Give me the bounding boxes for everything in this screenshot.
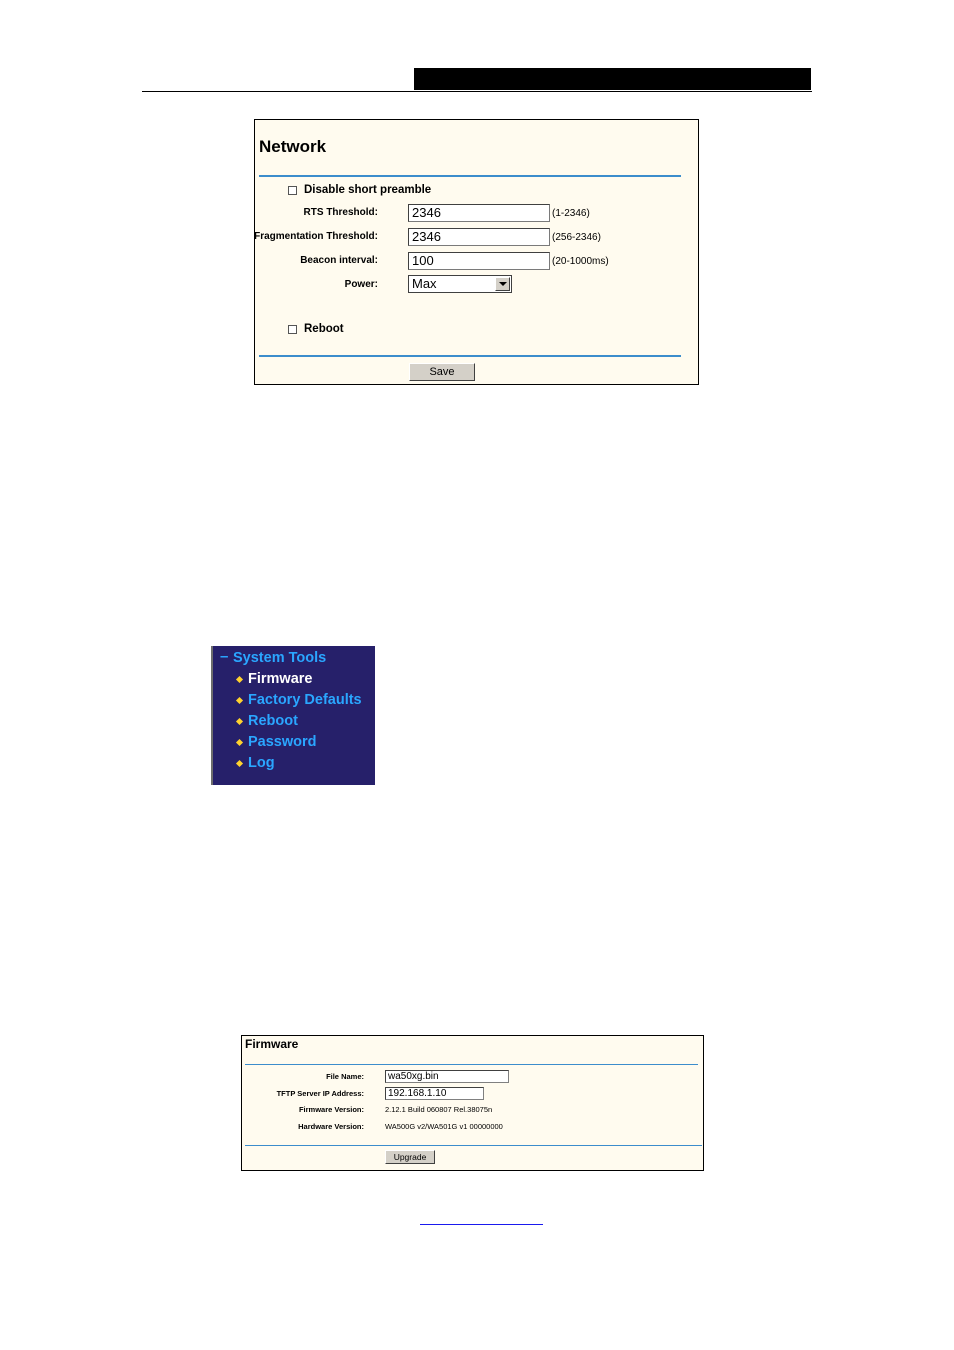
power-select-value: Max: [412, 276, 437, 291]
fragmentation-threshold-input[interactable]: 2346: [408, 228, 550, 246]
fragmentation-threshold-label: Fragmentation Threshold:: [254, 231, 378, 242]
bullet-icon: [236, 739, 243, 746]
disable-short-preamble-label: Disable short preamble: [304, 184, 432, 196]
tftp-server-input[interactable]: 192.168.1.10: [385, 1087, 484, 1100]
footer-link[interactable]: [420, 1214, 543, 1225]
header-rule: [142, 91, 812, 92]
firmware-title-divider: [245, 1064, 698, 1065]
rts-threshold-label: RTS Threshold:: [303, 207, 378, 218]
header-bar: [414, 68, 811, 90]
menu-item-password[interactable]: Password: [248, 734, 317, 750]
hardware-version-label: Hardware Version:: [298, 1122, 364, 1131]
menu-system-tools[interactable]: System Tools: [233, 650, 327, 666]
file-name-input[interactable]: wa50xg.bin: [385, 1070, 509, 1083]
firmware-title: Firmware: [245, 1037, 299, 1051]
menu-item-reboot[interactable]: Reboot: [248, 713, 298, 729]
tftp-server-label: TFTP Server IP Address:: [276, 1089, 364, 1098]
bullet-icon: [236, 676, 243, 683]
firmware-panel: [241, 1035, 704, 1171]
footer-divider: [259, 355, 681, 357]
disable-short-preamble-checkbox[interactable]: [288, 186, 297, 195]
reboot-label: Reboot: [304, 323, 344, 335]
bullet-icon: [236, 718, 243, 725]
firmware-version-value: 2.12.1 Build 060807 Rel.38075n: [385, 1105, 493, 1114]
menu-item-log[interactable]: Log: [248, 755, 275, 771]
menu-item-firmware[interactable]: Firmware: [248, 671, 313, 687]
file-name-label: File Name:: [326, 1072, 364, 1081]
collapse-minus-icon[interactable]: –: [220, 648, 229, 665]
power-select[interactable]: [408, 275, 512, 293]
power-label: Power:: [344, 279, 378, 290]
beacon-interval-hint: (20-1000ms): [552, 256, 609, 267]
save-button[interactable]: Save: [409, 363, 475, 381]
bullet-icon: [236, 697, 243, 704]
network-title: Network: [259, 137, 327, 156]
upgrade-button[interactable]: Upgrade: [385, 1150, 435, 1164]
reboot-checkbox[interactable]: [288, 325, 297, 334]
beacon-interval-label: Beacon interval:: [300, 255, 378, 266]
beacon-interval-input[interactable]: 100: [408, 252, 550, 270]
firmware-footer-divider: [245, 1145, 702, 1146]
fragmentation-threshold-hint: (256-2346): [552, 232, 601, 243]
title-divider: [259, 175, 681, 177]
firmware-version-label: Firmware Version:: [298, 1105, 364, 1114]
network-panel: [254, 119, 699, 385]
bullet-icon: [236, 760, 243, 767]
system-tools-menu: [211, 646, 375, 785]
rts-threshold-hint: (1-2346): [552, 208, 590, 219]
menu-item-factory-defaults[interactable]: Factory Defaults: [248, 692, 362, 708]
rts-threshold-input[interactable]: 2346: [408, 204, 550, 222]
chevron-down-icon[interactable]: [495, 277, 510, 291]
hardware-version-value: WA500G v2/WA501G v1 00000000: [385, 1122, 503, 1131]
